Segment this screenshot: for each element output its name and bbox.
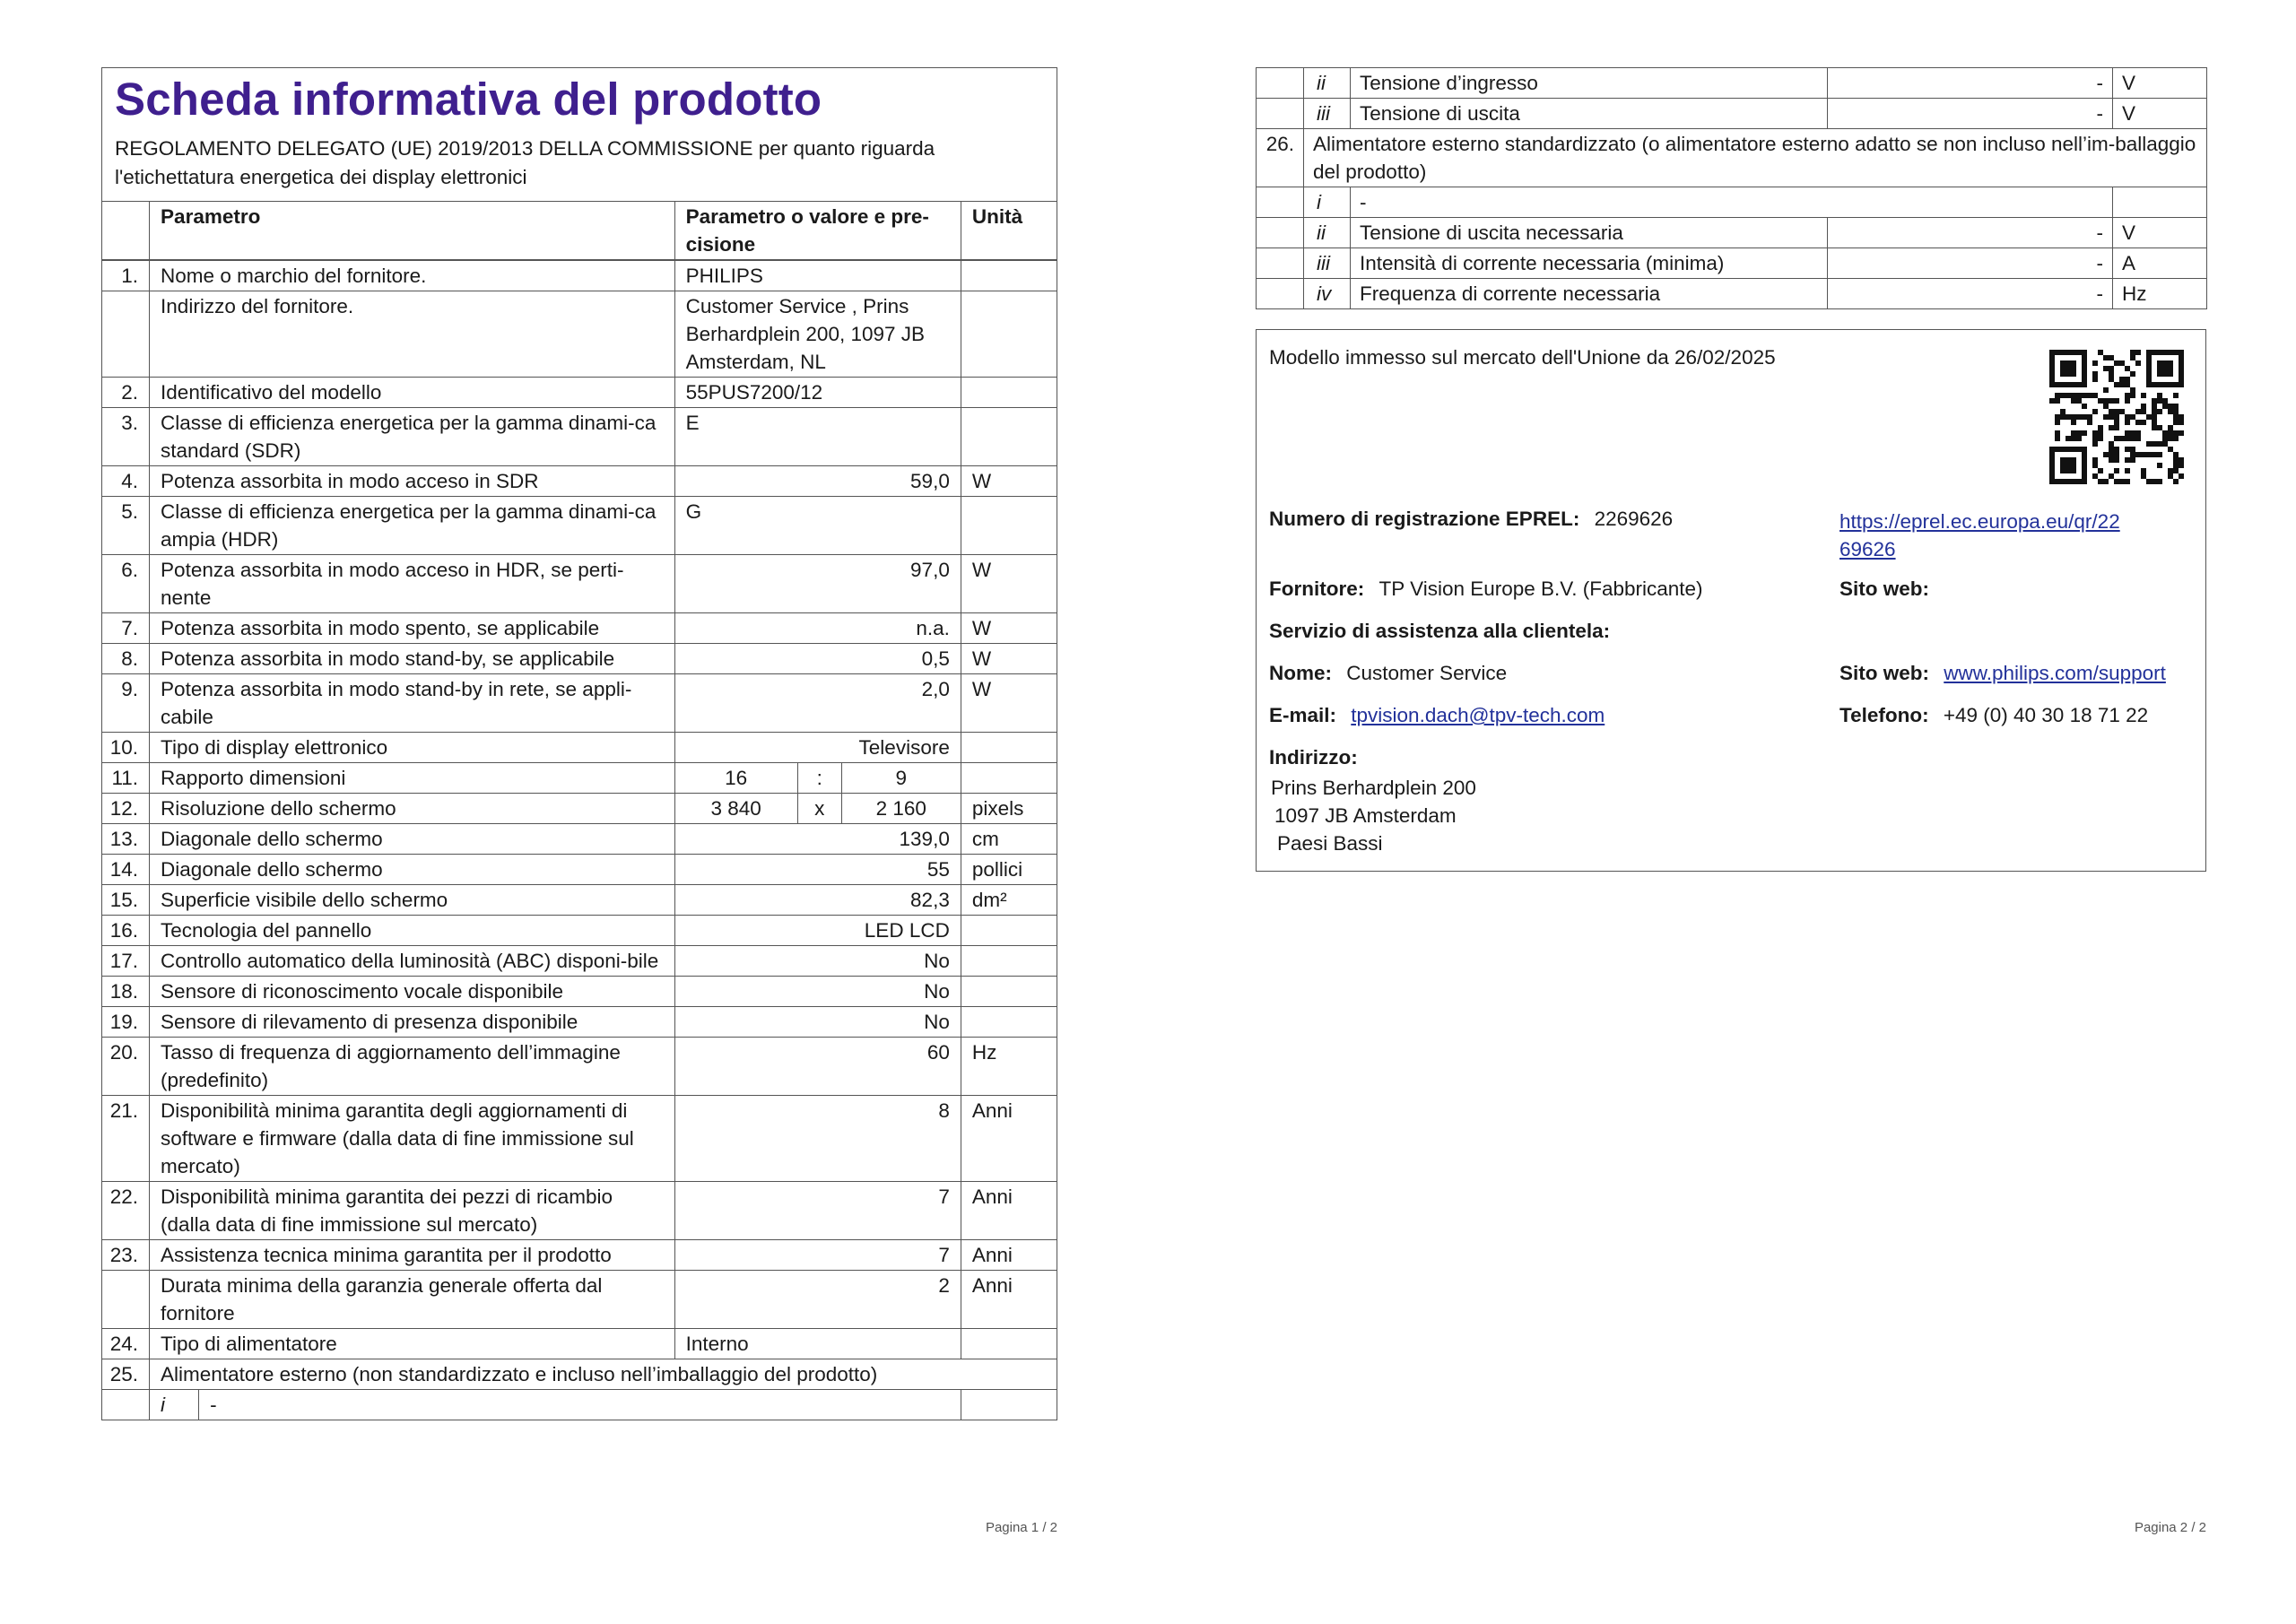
parameter-cell: Potenza assorbita in modo spento, se applicabile <box>150 613 675 644</box>
parameter-cell: Tipo di display elettronico <box>150 733 675 763</box>
page-2 <box>1256 67 2206 1535</box>
value-b: 2 160 <box>841 794 961 824</box>
row-number: 6. <box>102 555 150 613</box>
table-row-r9 <box>102 674 1057 733</box>
table-row-r20 <box>102 1038 1057 1096</box>
table-row-r17 <box>102 946 1057 977</box>
unit-cell <box>961 408 1057 466</box>
unit-cell <box>2113 187 2207 218</box>
parameter-cell: Tensione di uscita necessaria <box>1351 218 1828 248</box>
unit-cell <box>961 916 1057 946</box>
row-number: 22. <box>102 1182 150 1240</box>
row-number: 2. <box>102 378 150 408</box>
parameter-cell: Superficie visibile dello schermo <box>150 885 675 916</box>
unit-cell: dm² <box>961 885 1057 916</box>
unit-cell <box>961 763 1057 794</box>
value-cell: 0,5 <box>674 644 961 674</box>
row-number: 9. <box>102 674 150 733</box>
table-header-row <box>102 202 1057 260</box>
row-number: 17. <box>102 946 150 977</box>
row-number-cell <box>1257 248 1304 279</box>
value-cell: LED LCD <box>674 916 961 946</box>
table-row-r3 <box>102 408 1057 466</box>
address-label: Indirizzo: <box>1269 746 1358 769</box>
row-number: 5. <box>102 497 150 555</box>
row-number: 1. <box>102 261 150 291</box>
value-separator: x <box>797 794 841 824</box>
parameter-cell: Potenza assorbita in modo stand-by in rete, se appli-cabile <box>150 674 675 733</box>
unit-cell: V <box>2113 218 2207 248</box>
sub-index: ii <box>1304 68 1351 99</box>
row-number: 14. <box>102 855 150 885</box>
name-value: Customer Service <box>1346 662 1508 684</box>
unit-cell: V <box>2113 99 2207 129</box>
parameter-cell: Intensità di corrente necessaria (minima) <box>1351 248 1828 279</box>
table-row-r1 <box>102 261 1057 291</box>
row-number: 11. <box>102 763 150 794</box>
address-line-1: Prins Berhardplein 200 <box>1271 777 1476 799</box>
unit-cell <box>961 378 1057 408</box>
unit-cell: pixels <box>961 794 1057 824</box>
table-row-r5 <box>102 497 1057 555</box>
parameter-cell: Rapporto dimensioni <box>150 763 675 794</box>
table-row-r26ii <box>1257 218 2207 248</box>
unit-cell: W <box>961 613 1057 644</box>
continuation-table <box>1256 67 2207 309</box>
parameter-cell: Risoluzione dello schermo <box>150 794 675 824</box>
row-number: 7. <box>102 613 150 644</box>
eprel-link[interactable] <box>1839 508 2120 563</box>
email-label: E-mail: <box>1269 704 1337 726</box>
value-cell: - <box>1828 248 2113 279</box>
table-row-r25i <box>102 1390 1057 1420</box>
page-number: Pagina 2 / 2 <box>2134 1520 2206 1535</box>
eprel-link-line-1[interactable]: https://eprel.ec.europa.eu/qr/22 <box>1839 510 2120 533</box>
row-number-cell <box>1257 68 1304 99</box>
value-cell: Customer Service , Prins Berhardplein 200, 1097 JB Amsterdam, NL <box>674 291 961 378</box>
value-cell: n.a. <box>674 613 961 644</box>
table-row-r4 <box>102 466 1057 497</box>
parameter-cell: Potenza assorbita in modo acceso in SDR <box>150 466 675 497</box>
table-row-r26i <box>1257 187 2207 218</box>
unit-cell: V <box>2113 68 2207 99</box>
supplier-value: TP Vision Europe B.V. (Fabbricante) <box>1378 578 1703 600</box>
parameter-cell: Sensore di rilevamento di presenza disponibile <box>150 1007 675 1038</box>
parameter-cell: Durata minima della garanzia generale offerta dal fornitore <box>150 1271 675 1329</box>
value-separator: : <box>797 763 841 794</box>
qr-code-icon[interactable] <box>2049 350 2184 484</box>
table-row-r8 <box>102 644 1057 674</box>
parameter-cell: Diagonale dello schermo <box>150 824 675 855</box>
value-cell: 2 <box>674 1271 961 1329</box>
unit-cell: A <box>2113 248 2207 279</box>
parameter-cell: Indirizzo del fornitore. <box>150 291 675 378</box>
unit-cell <box>961 1390 1057 1420</box>
table-row-r15 <box>102 885 1057 916</box>
sub-index: i <box>150 1390 199 1420</box>
sub-index: ii <box>1304 218 1351 248</box>
unit-cell: W <box>961 674 1057 733</box>
parameter-cell: Disponibilità minima garantita dei pezzi di ricambio (dalla data di fine immissione sul mercato) <box>150 1182 675 1240</box>
row-number: 18. <box>102 977 150 1007</box>
parameter-cell: Tasso di frequenza di aggiornamento dell’immagine (predefinito) <box>150 1038 675 1096</box>
unit-cell: pollici <box>961 855 1057 885</box>
parameter-cell: Diagonale dello schermo <box>150 855 675 885</box>
unit-cell: Hz <box>2113 279 2207 309</box>
row-number: 15. <box>102 885 150 916</box>
header-value: Parametro o valore e pre-cisione <box>674 202 961 260</box>
header-param: Parametro <box>150 202 675 260</box>
value-cell: 2,0 <box>674 674 961 733</box>
phone-value: +49 (0) 40 30 18 71 22 <box>1943 704 2149 726</box>
value-cell: 97,0 <box>674 555 961 613</box>
regulation-subtitle: REGOLAMENTO DELEGATO (UE) 2019/2013 DELLA COMMISSIONE per quanto riguarda l'etichettatura energetica dei display elettronici <box>115 137 935 188</box>
website-label-service: Sito web: <box>1839 662 1929 684</box>
unit-cell <box>961 261 1057 291</box>
value-cell: G <box>674 497 961 555</box>
sub-index: iv <box>1304 279 1351 309</box>
table-row-r23 <box>102 1240 1057 1271</box>
unit-cell <box>961 1007 1057 1038</box>
parameter-cell: Disponibilità minima garantita degli aggiornamenti di software e firmware (dalla data di fine immissione sul mercato) <box>150 1096 675 1182</box>
table-row-r16 <box>102 916 1057 946</box>
eprel-number: 2269626 <box>1594 508 1674 530</box>
page-number: Pagina 1 / 2 <box>985 1520 1057 1535</box>
table-row-r22 <box>102 1182 1057 1240</box>
value-cell: Televisore <box>674 733 961 763</box>
table-row-r1b <box>102 291 1057 378</box>
value-cell: 8 <box>674 1096 961 1182</box>
unit-cell <box>961 733 1057 763</box>
name-label: Nome: <box>1269 662 1333 684</box>
unit-cell: Anni <box>961 1182 1057 1240</box>
value-cell: 139,0 <box>674 824 961 855</box>
unit-cell: Anni <box>961 1240 1057 1271</box>
market-date: Modello immesso sul mercato dell'Unione da 26/02/2025 <box>1269 346 1776 369</box>
parameter-cell: Potenza assorbita in modo acceso in HDR, se perti-nente <box>150 555 675 613</box>
spec-table-body <box>101 260 1057 1420</box>
row-number-cell <box>1257 187 1304 218</box>
table-row-r6 <box>102 555 1057 613</box>
page-1 <box>101 67 1057 1535</box>
unit-cell <box>961 977 1057 1007</box>
table-row-r10 <box>102 733 1057 763</box>
parameter-cell: Alimentatore esterno (non standardizzato e incluso nell’imballaggio del prodotto) <box>150 1359 1057 1390</box>
eprel-link-line-2[interactable]: 69626 <box>1839 538 1896 560</box>
parameter-cell: Sensore di riconoscimento vocale disponibile <box>150 977 675 1007</box>
parameter-cell: Tensione d’ingresso <box>1351 68 1828 99</box>
row-number <box>102 1271 150 1329</box>
parameter-cell: Alimentatore esterno standardizzato (o alimentatore esterno adatto se non incluso nell’im-ballaggio del prodotto) <box>1304 129 2207 187</box>
parameter-cell: Frequenza di corrente necessaria <box>1351 279 1828 309</box>
table-row-r21 <box>102 1096 1057 1182</box>
unit-cell: W <box>961 466 1057 497</box>
parameter-cell: Nome o marchio del fornitore. <box>150 261 675 291</box>
table-row-r18 <box>102 977 1057 1007</box>
table-row-r14 <box>102 855 1057 885</box>
value-cell: - <box>1828 218 2113 248</box>
value-cell: Interno <box>674 1329 961 1359</box>
table-row-r26iv <box>1257 279 2207 309</box>
sheet-header <box>101 67 1057 201</box>
eprel-label: Numero di registrazione EPREL: <box>1269 508 1580 530</box>
address-line-2: 1097 JB Amsterdam <box>1274 804 1457 827</box>
header-unit: Unità <box>961 202 1057 260</box>
row-number: 8. <box>102 644 150 674</box>
row-number: 20. <box>102 1038 150 1096</box>
value-b: 9 <box>841 763 961 794</box>
row-number: 4. <box>102 466 150 497</box>
parameter-cell: Classe di efficienza energetica per la gamma dinami-ca ampia (HDR) <box>150 497 675 555</box>
table-row-r25ii <box>1257 68 2207 99</box>
parameter-cell: - <box>1351 187 2113 218</box>
phone-label: Telefono: <box>1839 704 1929 726</box>
address-block <box>1271 774 2193 857</box>
unit-cell: Hz <box>961 1038 1057 1096</box>
document-title: Scheda informativa del prodotto <box>115 74 822 125</box>
table-row-r26iii <box>1257 248 2207 279</box>
value-cell: 82,3 <box>674 885 961 916</box>
parameter-cell: Classe di efficienza energetica per la gamma dinami-ca standard (SDR) <box>150 408 675 466</box>
unit-cell <box>961 291 1057 378</box>
value-cell: No <box>674 1007 961 1038</box>
table-row-r12 <box>102 794 1057 824</box>
row-number: 25. <box>102 1359 150 1390</box>
row-number-cell <box>1257 279 1304 309</box>
value-cell: 59,0 <box>674 466 961 497</box>
sub-index: iii <box>1304 248 1351 279</box>
table-row-r24 <box>102 1329 1057 1359</box>
website-label-supplier: Sito web: <box>1839 578 1929 600</box>
spec-table <box>101 201 1057 260</box>
row-number: 24. <box>102 1329 150 1359</box>
unit-cell <box>961 497 1057 555</box>
value-cell: 7 <box>674 1182 961 1240</box>
value-cell: 7 <box>674 1240 961 1271</box>
parameter-cell: - <box>199 1390 961 1420</box>
parameter-cell: Assistenza tecnica minima garantita per il prodotto <box>150 1240 675 1271</box>
value-cell: No <box>674 977 961 1007</box>
value-cell: E <box>674 408 961 466</box>
value-cell: - <box>1828 99 2113 129</box>
row-number: 13. <box>102 824 150 855</box>
value-cell: 60 <box>674 1038 961 1096</box>
row-number: 26. <box>1257 129 1304 187</box>
table-row-r23b <box>102 1271 1057 1329</box>
row-number: 23. <box>102 1240 150 1271</box>
table-row-r2 <box>102 378 1057 408</box>
row-number: 10. <box>102 733 150 763</box>
unit-cell <box>961 946 1057 977</box>
table-row-r13 <box>102 824 1057 855</box>
parameter-cell: Tecnologia del pannello <box>150 916 675 946</box>
row-number: 12. <box>102 794 150 824</box>
unit-cell: W <box>961 555 1057 613</box>
parameter-cell: Tensione di uscita <box>1351 99 1828 129</box>
parameter-cell: Controllo automatico della luminosità (ABC) disponi-bile <box>150 946 675 977</box>
sub-index: iii <box>1304 99 1351 129</box>
table-row-r26 <box>1257 129 2207 187</box>
unit-cell <box>961 1329 1057 1359</box>
row-number: 19. <box>102 1007 150 1038</box>
unit-cell: cm <box>961 824 1057 855</box>
supplier-label: Fornitore: <box>1269 578 1365 600</box>
table-row-r25iii <box>1257 99 2207 129</box>
value-cell: - <box>1828 279 2113 309</box>
row-number-cell <box>1257 218 1304 248</box>
parameter-cell: Potenza assorbita in modo stand-by, se applicabile <box>150 644 675 674</box>
row-number-cell <box>1257 99 1304 129</box>
value-cell: 55 <box>674 855 961 885</box>
value-a: 3 840 <box>674 794 797 824</box>
table-row-r11 <box>102 763 1057 794</box>
customer-service-label: Servizio di assistenza alla clientela: <box>1269 620 1611 642</box>
sub-index: i <box>1304 187 1351 218</box>
table-row-r7 <box>102 613 1057 644</box>
row-number <box>102 291 150 378</box>
unit-cell: Anni <box>961 1271 1057 1329</box>
value-a: 16 <box>674 763 797 794</box>
table-row-r19 <box>102 1007 1057 1038</box>
value-cell: No <box>674 946 961 977</box>
row-number-cell <box>102 1390 150 1420</box>
email-link[interactable]: tpvision.dach@tpv-tech.com <box>1351 704 1605 726</box>
eprel-info-box <box>1256 329 2206 872</box>
row-number: 16. <box>102 916 150 946</box>
row-number: 21. <box>102 1096 150 1182</box>
row-number: 3. <box>102 408 150 466</box>
unit-cell: W <box>961 644 1057 674</box>
website-link[interactable]: www.philips.com/support <box>1944 662 2166 684</box>
value-cell: PHILIPS <box>674 261 961 291</box>
value-cell: - <box>1828 68 2113 99</box>
parameter-cell: Identificativo del modello <box>150 378 675 408</box>
parameter-cell: Tipo di alimentatore <box>150 1329 675 1359</box>
table-row-r25 <box>102 1359 1057 1390</box>
unit-cell: Anni <box>961 1096 1057 1182</box>
address-line-3: Paesi Bassi <box>1277 832 1383 855</box>
value-cell: 55PUS7200/12 <box>674 378 961 408</box>
